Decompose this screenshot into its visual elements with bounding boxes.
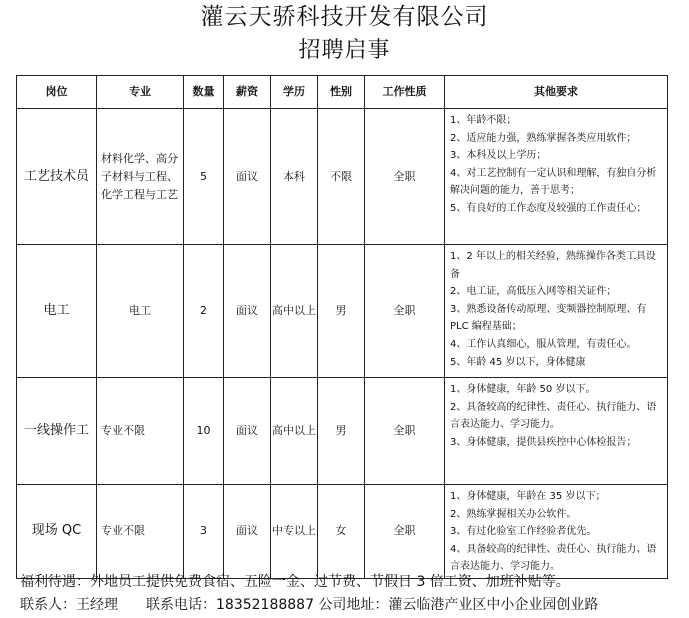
education-cell: 高中以上 (271, 378, 318, 485)
benefits-text: 福利待遇：外地员工提供免费食宿、五险一金、过节费、节假日 3 倍工资、加班补贴等。 (20, 574, 570, 590)
requirement-line: 2、电工证，高低压入网等相关证件； (450, 286, 617, 298)
salary-cell: 面议 (224, 109, 271, 245)
requirement-line: 1、身体健康，年龄在 35 岁以下； (450, 491, 606, 502)
table-header-row (17, 76, 668, 109)
company-title: 灌云天骄科技开发有限公司 (200, 4, 489, 30)
requirement-line: 3、身体健康，提供县疾控中心体检报告； (450, 436, 637, 448)
contact-person: 联系人：王经理 (20, 597, 118, 613)
table-row (17, 245, 668, 378)
header-salary: 薪资 (224, 76, 271, 109)
salary-cell: 面议 (224, 485, 271, 579)
education-cell: 高中以上 (271, 245, 318, 378)
recruitment-table (16, 75, 668, 579)
salary-cell: 面议 (224, 245, 271, 378)
gender-cell: 男 (318, 378, 365, 485)
requirement-line: 4、对工艺控制有一定认识和理解，有独自分析解决问题的能力，善于思考； (450, 167, 657, 197)
table-row (17, 109, 668, 245)
job-type-cell: 全职 (365, 378, 445, 485)
requirement-line: 1、年龄不限； (450, 115, 517, 126)
requirements-cell (445, 378, 668, 485)
requirement-line: 4、具备较高的纪律性、责任心、执行能力、语言表达能力、学习能力。 (450, 543, 657, 573)
gender-cell: 不限 (318, 109, 365, 245)
position-cell: 一线操作工 (17, 378, 97, 485)
requirements-cell (445, 485, 668, 579)
gender-cell: 女 (318, 485, 365, 579)
count-cell: 2 (184, 245, 224, 378)
header-position: 岗位 (17, 76, 97, 109)
requirement-line: 3、本科及以上学历； (450, 150, 547, 162)
education-cell: 中专以上 (271, 485, 318, 579)
notice-title: 招聘启事 (298, 38, 391, 63)
count-cell: 10 (184, 378, 224, 485)
company-address: 公司地址：灌云临港产业区中小企业园创业路 (318, 597, 599, 613)
job-type-cell: 全职 (365, 485, 445, 579)
major-cell: 材料化学、高分子材料与工程、化学工程与工艺 (97, 109, 184, 245)
header-gender: 性别 (318, 76, 365, 109)
position-cell: 电工 (17, 245, 97, 378)
requirement-line: 5、年龄 45 岁以下，身体健康 (450, 356, 586, 368)
requirement-line: 2、适应能力强，熟练掌握各类应用软件； (450, 132, 637, 144)
table-row (17, 485, 668, 579)
header-major: 专业 (97, 76, 184, 109)
job-type-cell: 全职 (365, 245, 445, 378)
contact-phone: 联系电话：18352188887 (146, 597, 314, 613)
count-cell: 3 (184, 485, 224, 579)
job-type-cell: 全职 (365, 109, 445, 245)
requirement-line: 5、有良好的工作态度及较强的工作责任心； (450, 202, 647, 214)
header-requirements: 其他要求 (445, 76, 668, 109)
header-count: 数量 (184, 76, 224, 109)
position-cell: 工艺技术员 (17, 109, 97, 245)
requirement-line: 4、工作认真细心，服从管理，有责任心。 (450, 338, 637, 350)
requirement-line: 1、2 年以上的相关经验，熟练操作各类工具设备 (450, 251, 656, 280)
requirements-cell (445, 245, 668, 378)
count-cell: 5 (184, 109, 224, 245)
requirement-line: 2、熟练掌握相关办公软件。 (450, 508, 577, 520)
header-job-type: 工作性质 (365, 76, 445, 109)
requirement-line: 3、熟悉设备传动原理、变频器控制原理、有 PLC 编程基础； (450, 303, 647, 333)
gender-cell: 男 (318, 245, 365, 378)
requirements-cell (445, 109, 668, 245)
requirement-line: 1、身体健康，年龄 50 岁以下。 (450, 384, 596, 395)
table-row (17, 378, 668, 485)
position-cell: 现场 QC (17, 485, 97, 579)
major-cell: 电工 (97, 245, 184, 378)
major-cell: 专业不限 (97, 485, 184, 579)
salary-cell: 面议 (224, 378, 271, 485)
major-cell: 专业不限 (97, 378, 184, 485)
education-cell: 本科 (271, 109, 318, 245)
requirement-line: 3、有过化验室工作经验者优先。 (450, 526, 597, 538)
contact-line (20, 595, 598, 615)
requirement-line: 2、具备较高的纪律性、责任心、执行能力、语言表达能力、学习能力。 (450, 401, 657, 431)
header-education: 学历 (271, 76, 318, 109)
